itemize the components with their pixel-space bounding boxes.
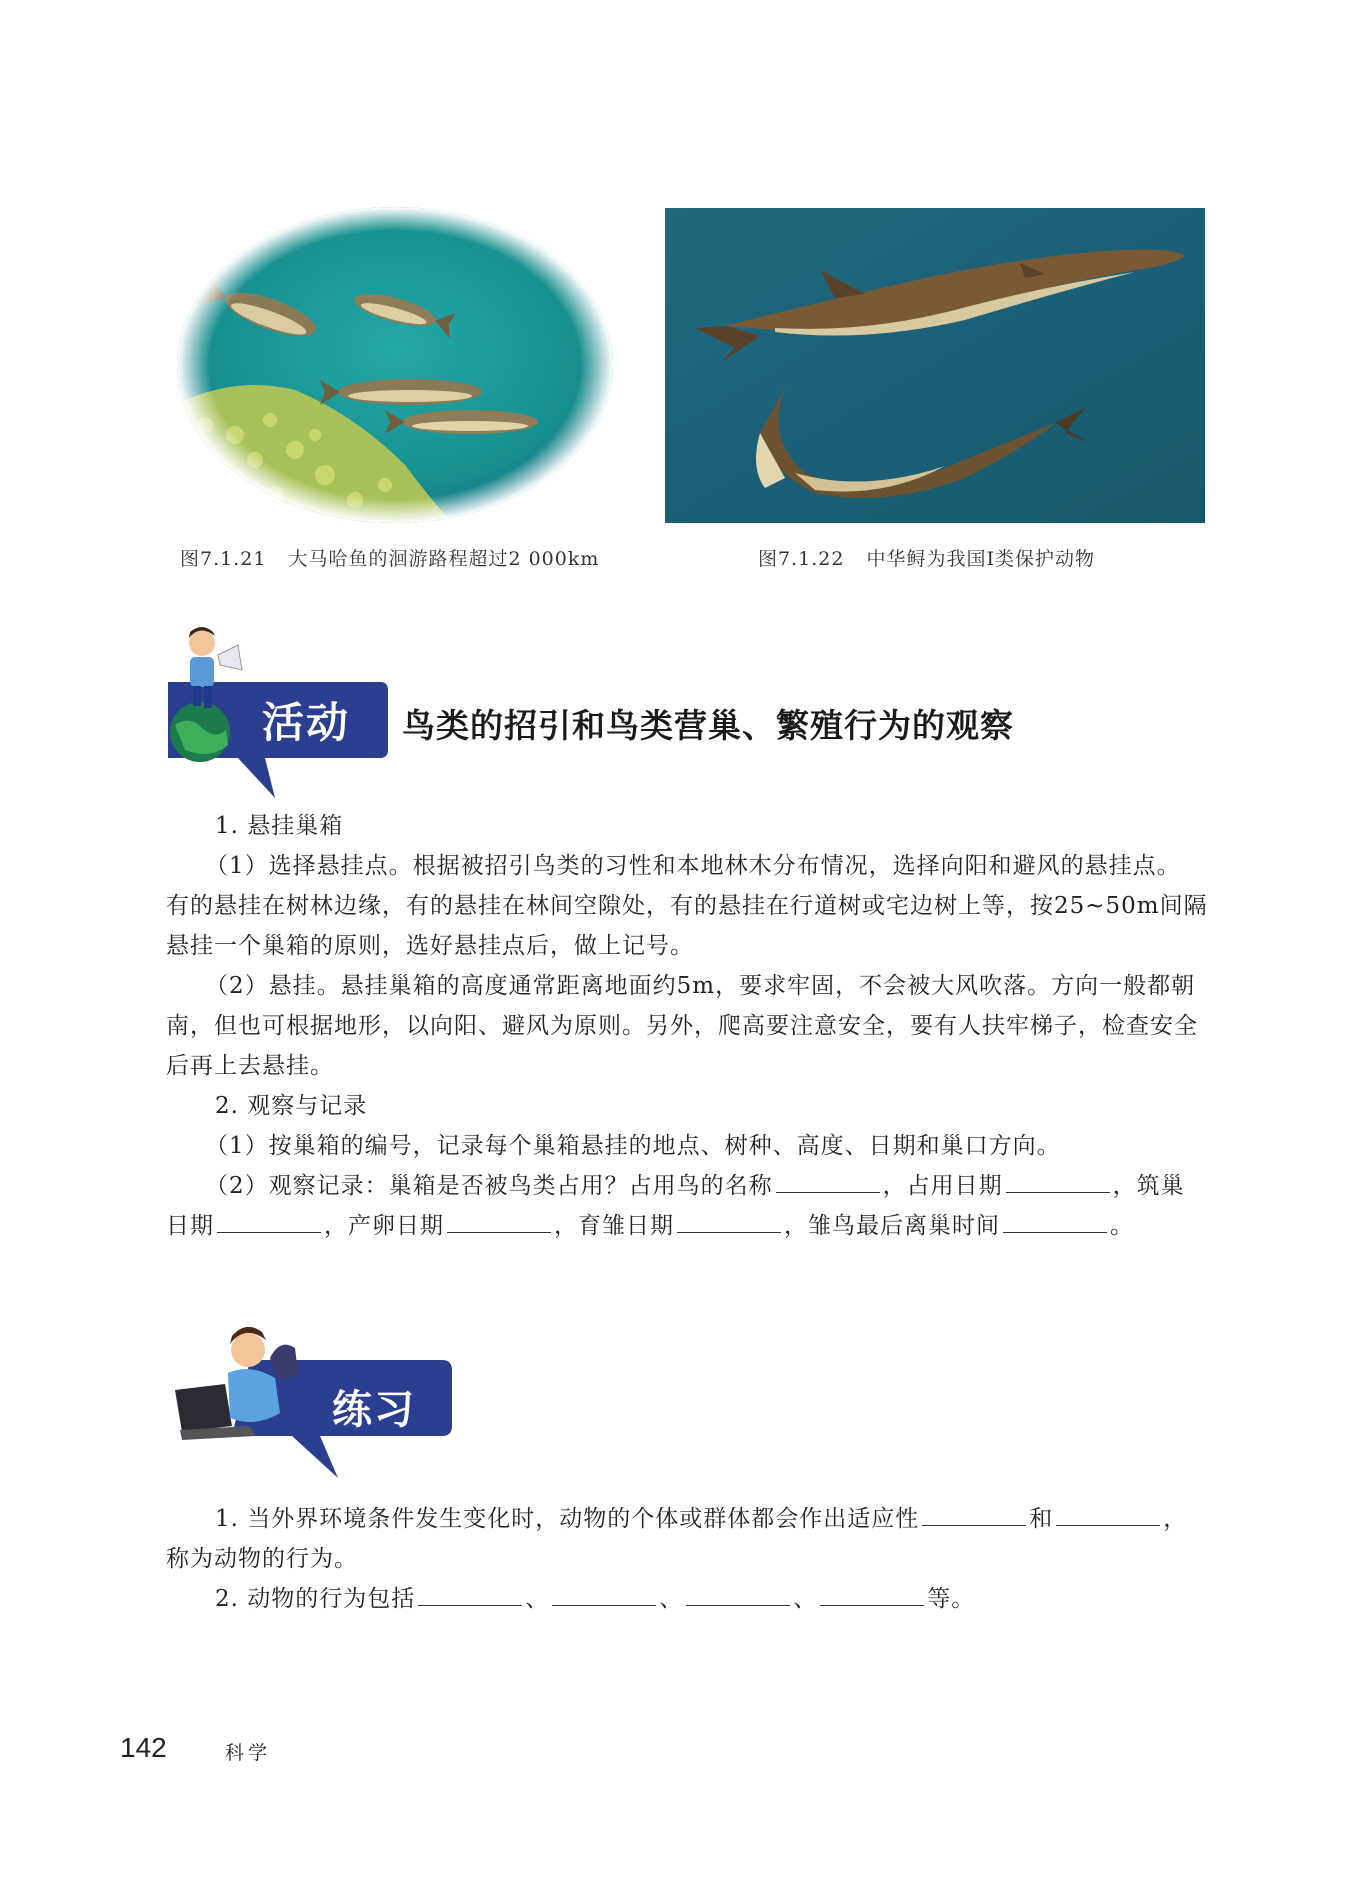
record-text: （2）观察记录：巢箱是否被鸟类占用？占用鸟的名称	[205, 1173, 773, 1199]
question-line	[215, 1499, 1187, 1539]
sturgeon-figure	[665, 208, 1205, 523]
fill-blank[interactable]	[1003, 1210, 1107, 1233]
separator: 、	[659, 1586, 684, 1612]
separator: 、	[525, 1586, 550, 1612]
question-text: 等。	[927, 1586, 976, 1612]
paragraph-line: 后再上去悬挂。	[166, 1053, 334, 1079]
record-text: ，占用日期	[882, 1173, 1003, 1199]
fill-blank[interactable]	[677, 1210, 781, 1233]
paragraph-line: （1）选择悬挂点。根据被招引鸟类的习性和本地林木分布情况，选择向阳和避风的悬挂点。	[205, 853, 1181, 879]
caption-text: 大马哈鱼的洄游路程超过2 000km	[288, 548, 600, 570]
record-text: ，筑巢	[1112, 1173, 1185, 1199]
figure-caption-right	[758, 544, 1095, 571]
separator: 、	[793, 1586, 818, 1612]
fill-blank[interactable]	[776, 1170, 880, 1193]
caption-number: 图7.1.22	[758, 548, 845, 570]
fill-blank[interactable]	[820, 1583, 924, 1606]
paragraph-line: 南，但也可根据地形，以向阳、避风为原则。另外，爬高要注意安全，要有人扶牢梯子，检查安全	[166, 1013, 1198, 1039]
paragraph-line: （2）悬挂。悬挂巢箱的高度通常距离地面约5m，要求牢固，不会被大风吹落。方向一般都朝	[205, 973, 1196, 999]
record-text: 日期	[166, 1213, 214, 1239]
kid-head-icon	[231, 1333, 265, 1367]
practice-badge-label: 练习	[332, 1387, 416, 1433]
caption-number: 图7.1.21	[180, 548, 267, 570]
fill-blank[interactable]	[552, 1583, 656, 1606]
laptop-icon	[175, 1384, 232, 1432]
record-line	[166, 1206, 1134, 1246]
caption-text: 中华鲟为我国Ⅰ类保护动物	[866, 548, 1095, 570]
question-text: 1. 当外界环境条件发生变化时，动物的个体或群体都会作出适应性	[215, 1506, 920, 1532]
question-line	[215, 1579, 975, 1619]
fill-blank[interactable]	[1056, 1503, 1160, 1526]
section-heading: 1. 悬挂巢箱	[215, 813, 344, 839]
question-text: 和	[1029, 1506, 1054, 1532]
paragraph-line: （1）按巢箱的编号，记录每个巢箱悬挂的地点、树种、高度、日期和巢口方向。	[205, 1133, 1061, 1159]
fill-blank[interactable]	[447, 1210, 551, 1233]
paragraph-line: 有的悬挂在树林边缘，有的悬挂在林间空隙处，有的悬挂在行道树或宅边树上等，按25~50m间隔	[166, 893, 1208, 919]
megaphone-icon	[218, 645, 242, 670]
page-number: 142	[120, 1732, 167, 1763]
question-line: 称为动物的行为。	[166, 1546, 358, 1572]
practice-banner	[170, 1318, 460, 1490]
activity-title: 鸟类的招引和鸟类营巢、繁殖行为的观察	[402, 706, 1014, 745]
book-name: 科学	[225, 1742, 272, 1764]
fill-blank[interactable]	[1006, 1170, 1110, 1193]
salmon-figure	[175, 205, 615, 525]
question-text: ，	[1163, 1506, 1188, 1532]
question-text: 2. 动物的行为包括	[215, 1586, 416, 1612]
fill-blank[interactable]	[922, 1503, 1026, 1526]
fill-blank[interactable]	[217, 1210, 321, 1233]
record-text: ，产卵日期	[324, 1213, 444, 1239]
activity-badge-label: 活动	[262, 698, 351, 747]
paragraph-line: 悬挂一个巢箱的原则，选好悬挂点后，做上记号。	[166, 933, 694, 959]
record-line	[205, 1166, 1185, 1206]
record-text: 。	[1110, 1213, 1134, 1239]
fill-blank[interactable]	[686, 1583, 790, 1606]
figure-caption-left	[180, 544, 599, 571]
fill-blank[interactable]	[418, 1583, 522, 1606]
record-text: ，雏鸟最后离巢时间	[784, 1213, 1000, 1239]
section-heading: 2. 观察与记录	[215, 1093, 368, 1119]
record-text: ，育雏日期	[554, 1213, 674, 1239]
